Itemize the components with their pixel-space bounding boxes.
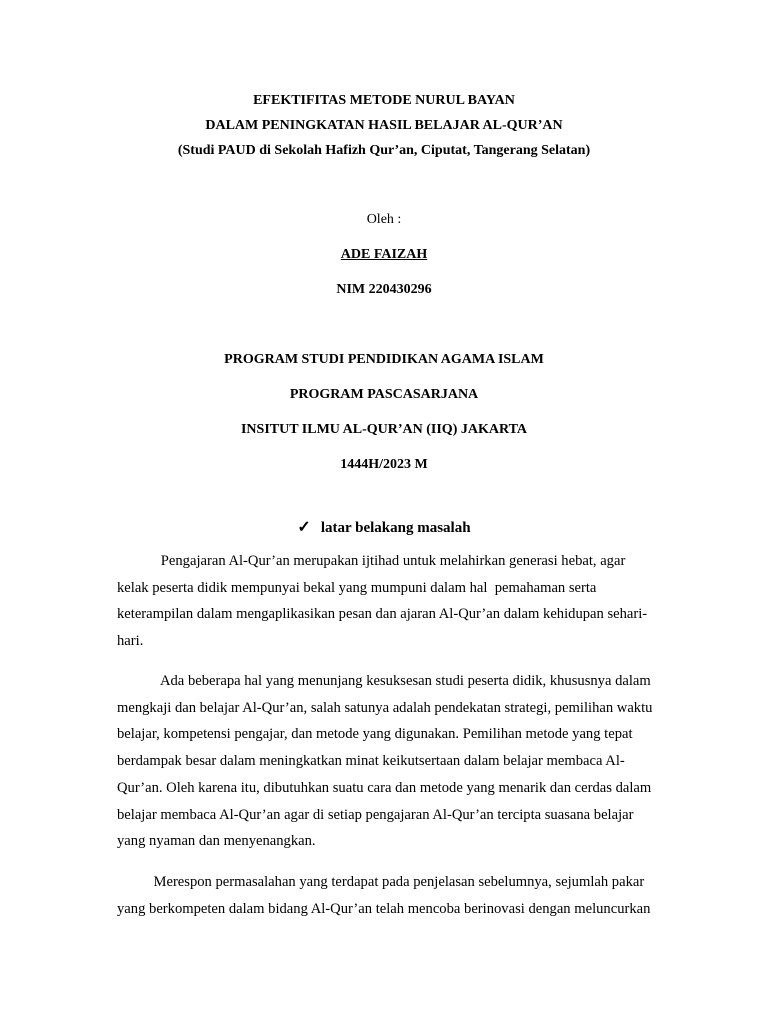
title-subtitle: (Studi PAUD di Sekolah Hafizh Qur’an, Ciputat, Tangerang Selatan) — [177, 143, 591, 158]
title-line-1: EFEKTIFITAS METODE NURUL BAYAN — [253, 93, 515, 108]
paragraph-line: kelak peserta didik mempunyai bekal yang mumpuni dalam hal pemahaman serta — [117, 579, 597, 596]
paragraph-line: hari. — [117, 633, 144, 650]
paragraph-line: belajar membaca Al-Qur’an agar di setiap pengajaran Al-Qur’an tercipta suasana belajar — [117, 806, 634, 823]
section-heading-text: latar belakang masalah — [320, 520, 471, 536]
paragraph-line: Merespon permasalahan yang terdapat pada penjelasan sebelumnya, sejumlah pakar — [117, 874, 645, 890]
institute-name: INSITUT ILMU AL-QUR’AN (IIQ) JAKARTA — [240, 422, 527, 437]
year: 1444H/2023 M — [340, 457, 428, 472]
study-program: PROGRAM STUDI PENDIDIKAN AGAMA ISLAM — [224, 352, 544, 367]
paragraph-line: berdampak besar dalam meningkatkan minat keikutsertaan dalam belajar membaca Al- — [117, 753, 625, 770]
check-icon: ✓ — [297, 519, 311, 536]
paragraph-2 — [117, 668, 685, 855]
by-label: Oleh : — [366, 212, 402, 227]
paragraph-line: yang berkompeten dalam bidang Al-Qur’an telah mencoba berinovasi dengan meluncurkan — [117, 900, 651, 917]
paragraph-line: belajar, kompetensi pengajar, dan metode yang digunakan. Pemilihan metode yang tepat — [117, 726, 633, 743]
section-heading — [0, 518, 768, 538]
paragraph-1 — [117, 548, 685, 655]
paragraph-line: Qur’an. Oleh karena itu, dibutuhkan suatu cara dan metode yang menarik dan cerdas dalam — [117, 779, 652, 796]
title-line-2: DALAM PENINGKATAN HASIL BELAJAR AL-QUR’AN — [205, 118, 563, 133]
paragraph-line: keterampilan dalam mengaplikasikan pesan dan ajaran Al-Qur’an dalam kehidupan sehari- — [117, 606, 648, 623]
paragraph-line: yang nyaman dan menyenangkan. — [117, 833, 316, 850]
paragraph-line: Pengajaran Al-Qur’an merupakan ijtihad untuk melahirkan generasi hebat, agar — [117, 553, 626, 569]
paragraph-line: mengkaji dan belajar Al-Qur’an, salah satunya adalah pendekatan strategi, pemilihan waktu — [117, 699, 653, 716]
student-id: NIM 220430296 — [336, 282, 432, 297]
paragraph-3 — [117, 869, 685, 922]
graduate-program: PROGRAM PASCASARJANA — [289, 387, 479, 402]
author-name: ADE FAIZAH — [340, 247, 428, 262]
paragraph-line: Ada beberapa hal yang menunjang kesuksesan studi peserta didik, khususnya dalam — [117, 673, 651, 689]
